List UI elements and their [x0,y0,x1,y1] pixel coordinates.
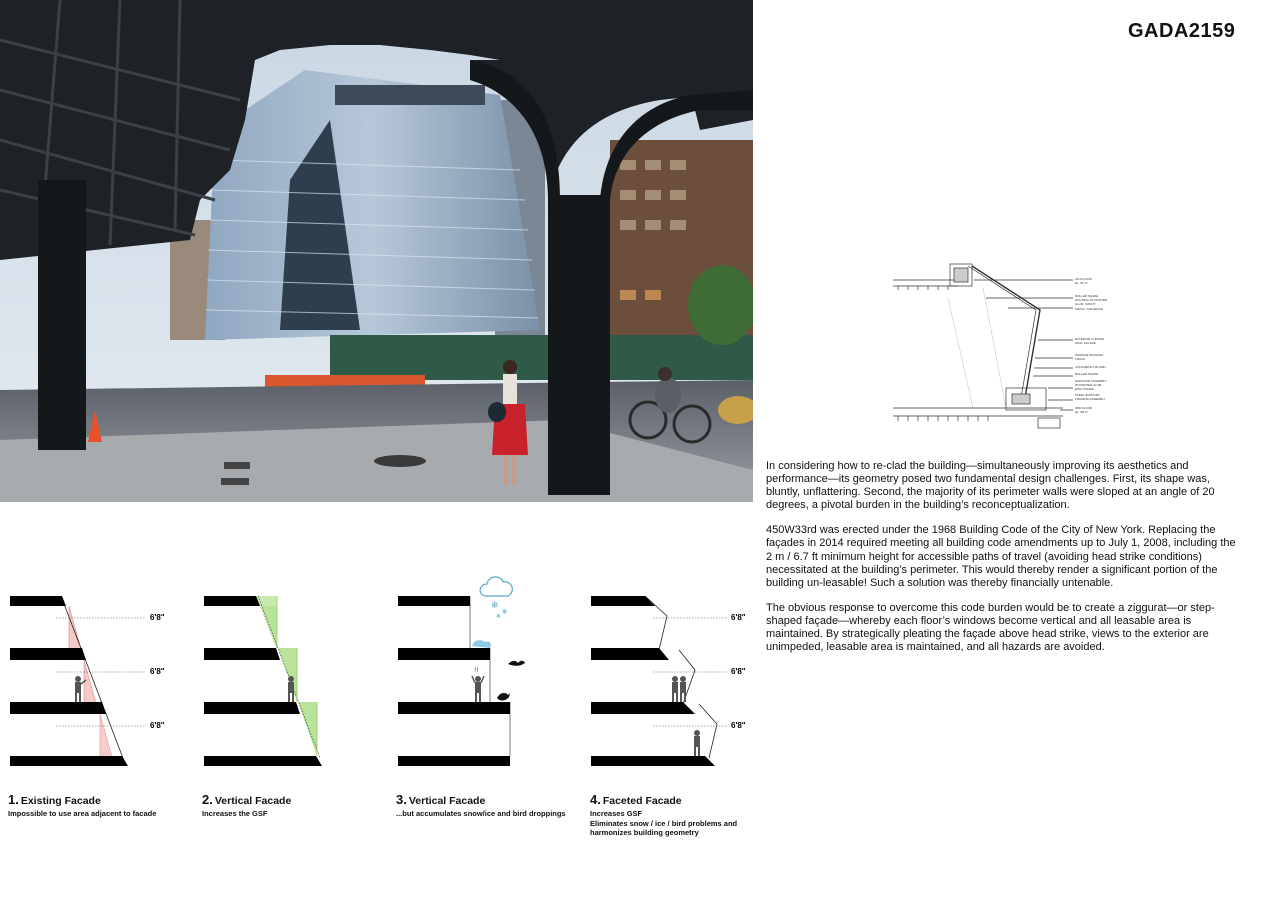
building-photo [0,0,753,502]
dimension-label: 6'8" [731,721,746,730]
snow-cloud-icon [480,577,512,620]
caption-subtitle: ...but accumulates snow/ice and bird droppings [396,809,566,818]
person-icon [694,730,700,756]
section-label: FRAMING ASSEMBLY [1075,397,1106,401]
section-label: EL. 68'-0" [1075,410,1088,414]
person-icon [288,676,294,702]
section-label: ALUM. SOFFIT [1075,302,1096,306]
description-text [766,460,1236,666]
caption-1 [8,791,208,819]
section-label: EL. 81'-0" [1075,281,1088,285]
section-label: STEEL SUPPORT [1075,393,1100,397]
dimension-label: 6'8" [150,613,165,622]
caption-2 [202,791,402,819]
dimension-label: 6'8" [150,667,165,676]
caption-number: 4. [590,792,601,807]
bird-icon [508,661,525,666]
dimension-label: 6'8" [731,667,746,676]
section-label: HOUSING W/ PAINTED [1075,298,1108,302]
caption-number: 2. [202,792,213,807]
diagram-vertical-facade-snow [394,568,564,778]
section-label: WALL FACADE [1075,341,1096,345]
caption-title: Vertical Facade [214,795,292,807]
section-label: WINDOW WASHING [1075,353,1104,357]
caption-number: 3. [396,792,407,807]
caption-subtitle: Impossible to use area adjacent to facade [8,809,157,818]
diagram-vertical-facade-gsf [200,568,370,778]
section-label: CONCRETE COLUMN [1075,365,1106,369]
diagram-faceted-facade [587,568,762,778]
caption-title: Faceted Facade [602,795,682,807]
section-label: W/ PAINTED ALUM. [1075,383,1103,387]
wall-section-drawing [888,258,1128,450]
dimension-label: 6'8" [150,721,165,730]
caption-3 [396,791,596,819]
caption-subtitle: harmonizes building geometry [590,828,699,838]
caption-title: Vertical Facade [408,795,486,807]
svg-text:❄: ❄ [496,613,502,620]
diagram-existing-facade [6,568,176,778]
svg-text:!!: !! [474,667,479,674]
section-label: SNOW / ICE FENCE [1075,307,1103,311]
svg-text:❄: ❄ [502,608,508,616]
caption-4 [590,791,790,838]
paragraph: In considering how to re-clad the building—simultaneously improving its aesthetics and performance—its geometry posed two fundamental design challenges. First, its shape was, bluntly, unflattering. Second, the majority of its perimeter walls were sloped at an angle of 20 degrees, a pivotal burden in the building’s reconceptualization. [766,460,1215,512]
caption-subtitle: Eliminates snow / ice / bird problems and [590,818,738,828]
caption-subtitle: Increases the GSF [202,809,268,818]
section-label: RADIATOR ASSEMBLY [1075,379,1107,383]
dimension-label: 6'8" [731,613,746,622]
project-id: GADA2159 [1128,20,1236,42]
paragraph: 450W33rd was erected under the 1968 Building Code of the City of New York. Replacing the façades in 2014 required meeting all building code amendments up to July 1, 2008, including the 2 m / 6.7 ft minimum height for accessible paths of travel (avoiding head strike conditions) necessitated at the building’s perimeter. This would thereby render a significant portion of the building un-leasable! Such a solution was thereby financially untenable. [766,524,1236,589]
paragraph: The obvious response to overcome this code burden would be to create a ziggurat—or step-shaped façade—whereby each floor’s windows become vertical and all leasable area is maintained. By strategically pleating the façade above head strike, views to the exterior are unimpeded, leasable area is maintained, and all hazards are avoided. [766,601,1215,654]
section-label: ROLLER SHADE [1075,294,1099,298]
section-label: ROLLER SHADE [1075,372,1099,376]
caption-number: 1. [8,792,19,807]
section-label: ENCLOSURE [1075,387,1094,391]
bird-icon [497,693,510,701]
caption-title: Existing Facade [20,795,101,807]
caption-subtitle: Increases GSF [590,809,643,818]
section-label: EXTERIOR CURTAIN [1075,337,1105,341]
section-label: 3RD FLOOR [1075,406,1093,410]
person-icon [472,667,484,702]
section-label: TRACK [1075,357,1086,361]
svg-text:❄: ❄ [491,601,499,611]
section-label: 4TH FLOOR [1075,277,1092,281]
person-icon [672,676,686,702]
